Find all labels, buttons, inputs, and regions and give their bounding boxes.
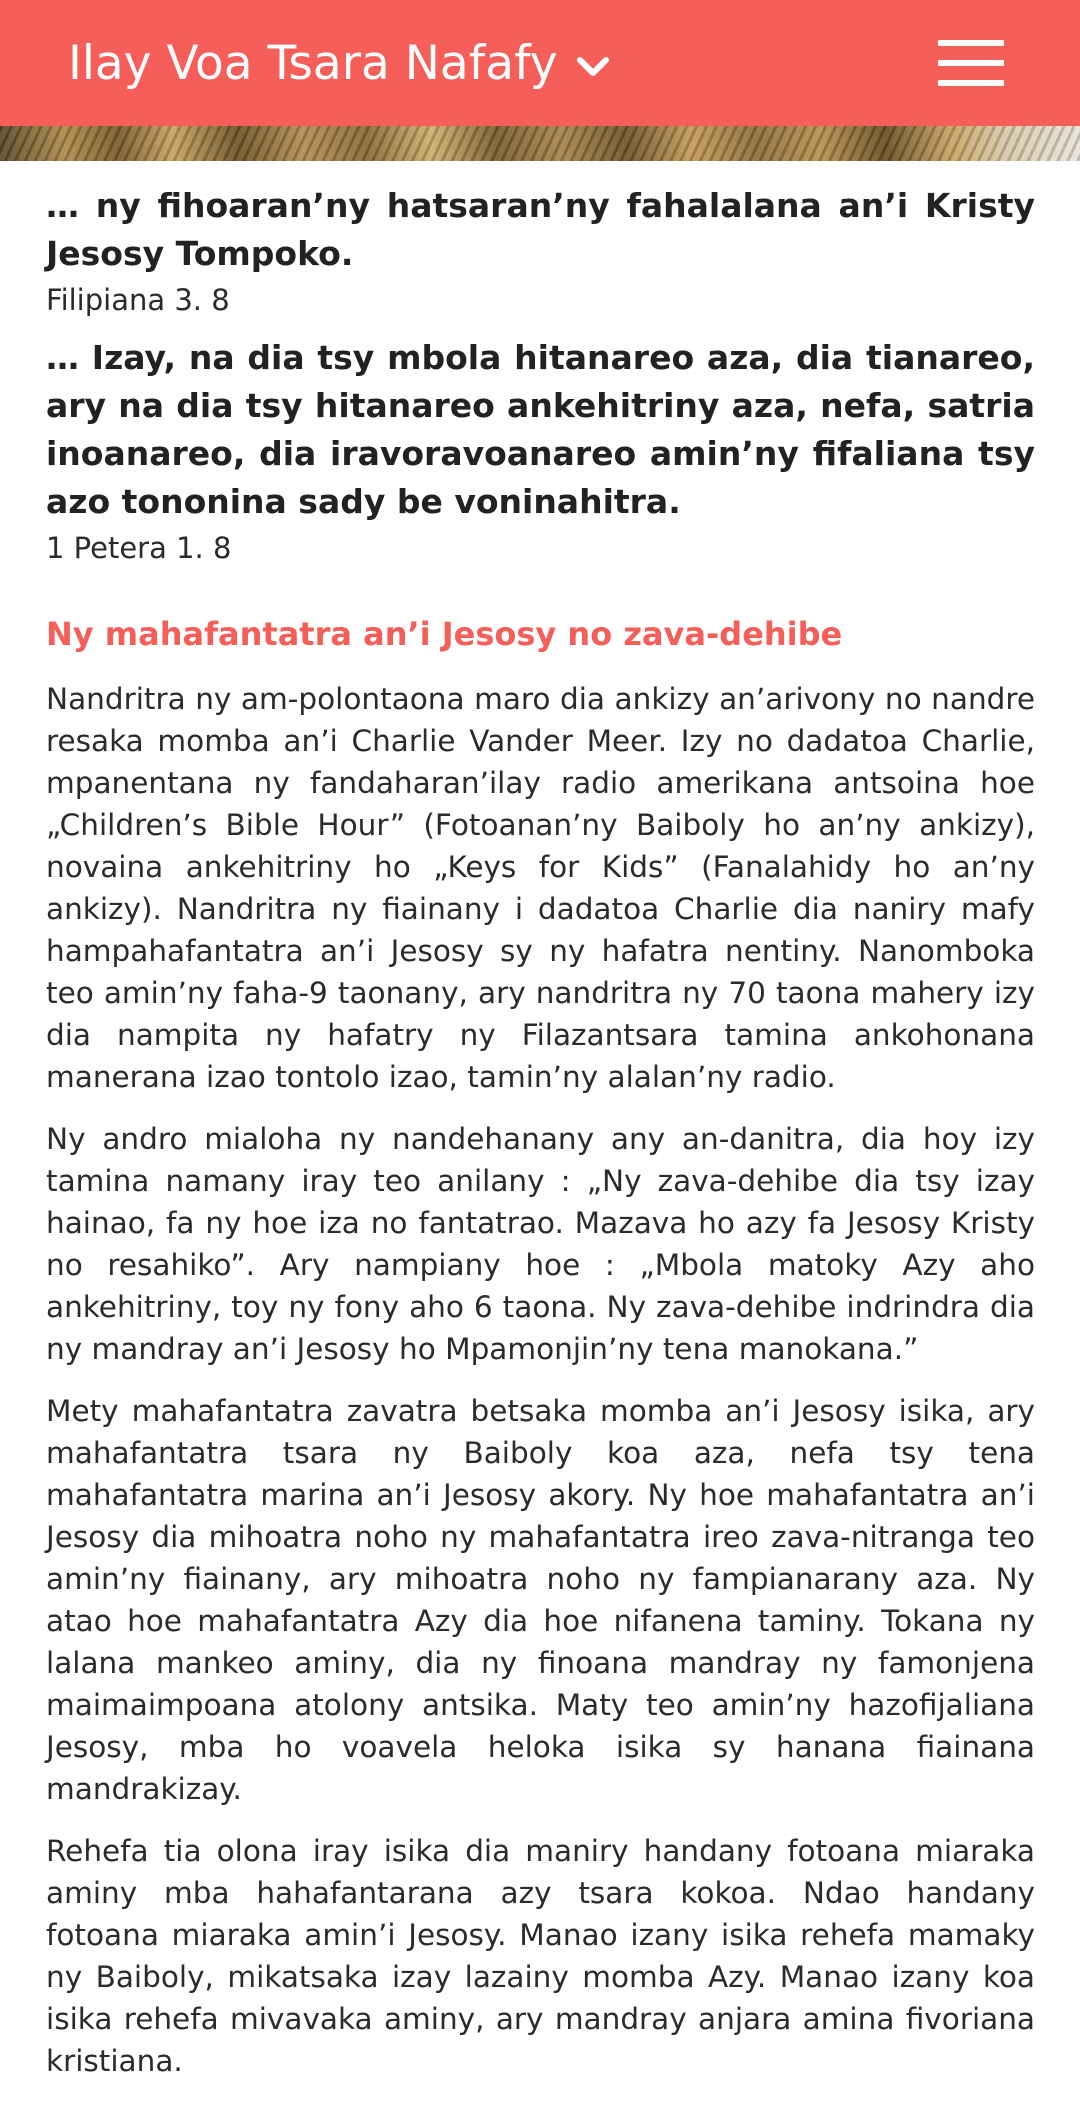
- menu-bar: [938, 40, 1004, 46]
- article-paragraph: Nandritra ny am-polontaona maro dia ankizy an’arivony no nandre resaka momba an’i Charlie Vander Meer. Izy no dadatoa Charlie, mpanentana ny fandaharan’ilay radio amerikana antsoina hoe „Children’s Bible Hour” (Fotoanan’ny Baiboly ho an’ny ankizy), novaina ankehitriny ho „Keys for Kids” (Fanalahidy ho an’ny ankizy). Nandritra ny fiainany i dadatoa Charlie dia naniry mafy hampahafantatra an’i Jesosy sy ny hafatra nentiny. Nanomboka teo amin’ny faha-9 taonany, ary nandritra ny 70 taona mahery izy dia nampita ny hafatry ny Filazantsara tamina ankohonana manerana izao tontolo izao, tamin’ny alalan’ny radio.: [46, 682, 1035, 1094]
- header-banner-image: [0, 126, 1080, 161]
- article-title: Ny mahafantatra an’i Jesosy no zava-dehibe: [46, 615, 843, 653]
- hamburger-menu-icon[interactable]: [938, 40, 1004, 86]
- article-paragraph: Mety mahafantatra zavatra betsaka momba an’i Jesosy isika, ary mahafantatra tsara ny Baiboly koa aza, nefa tsy tena mahafantatra marina an’i Jesosy akory. Ny hoe mahafantatra an’i Jesosy dia mihoatra noho ny mahafantatra ireo zava-nitranga teo amin’ny fiainany, ary mihoatra noho ny fampianarany aza. Ny atao hoe mahafantatra Azy dia hoe nifanena taminy. Tokana ny lalana mankeo aminy, dia ny finoana mandray ny famonjena maimaimpoana atolony antsika. Maty teo amin’ny hazofijaliana Jesosy, mba ho voavela heloka isika sy hanana fiainana mandrakizay.: [46, 1394, 1035, 1806]
- app-header: [0, 0, 1080, 126]
- article-paragraph: Rehefa tia olona iray isika dia maniry handany fotoana miaraka aminy mba hahafantarana azy tsara kokoa. Ndao handany fotoana miaraka amin’i Jesosy. Manao izany isika rehefa mamaky ny Baiboly, mikatsaka izay lazainy momba Azy. Manao izany koa isika rehefa mivavaka aminy, ary mandray anjara amina fivoriana kristiana.: [46, 1834, 1035, 2078]
- article-content: [46, 182, 1035, 2102]
- chevron-down-icon[interactable]: [572, 46, 614, 88]
- verse-reference: Filipiana 3. 8: [46, 283, 230, 317]
- verse-reference: 1 Petera 1. 8: [46, 531, 232, 565]
- app-title[interactable]: Ilay Voa Tsara Nafafy: [68, 35, 558, 91]
- verse-text: … ny fihoaran’ny hatsaran’ny fahalalana an’i Kristy Jesosy Tompoko.: [46, 186, 1035, 273]
- menu-bar: [938, 60, 1004, 66]
- article-paragraph: Ny andro mialoha ny nandehanany any an-danitra, dia hoy izy tamina namany iray teo anilany : „Ny zava-dehibe dia tsy izay hainao, fa ny hoe iza no fantatrao. Mazava ho azy fa Jesosy Kristy no resahiko”. Ary nampiany hoe : „Mbola matoky Azy aho ankehitriny, toy ny fony aho 6 taona. Ny zava-dehibe indrindra dia ny mandray an’i Jesosy ho Mpamonjin’ny tena manokana.”: [46, 1122, 1035, 1366]
- menu-bar: [938, 80, 1004, 86]
- verse-text: … Izay, na dia tsy mbola hitanareo aza, dia tianareo, ary na dia tsy hitanareo ankehitriny aza, nefa, satria inoanareo, dia iravoravoanareo amin’ny fifaliana tsy azo tononina sady be voninahitra.: [46, 338, 1035, 521]
